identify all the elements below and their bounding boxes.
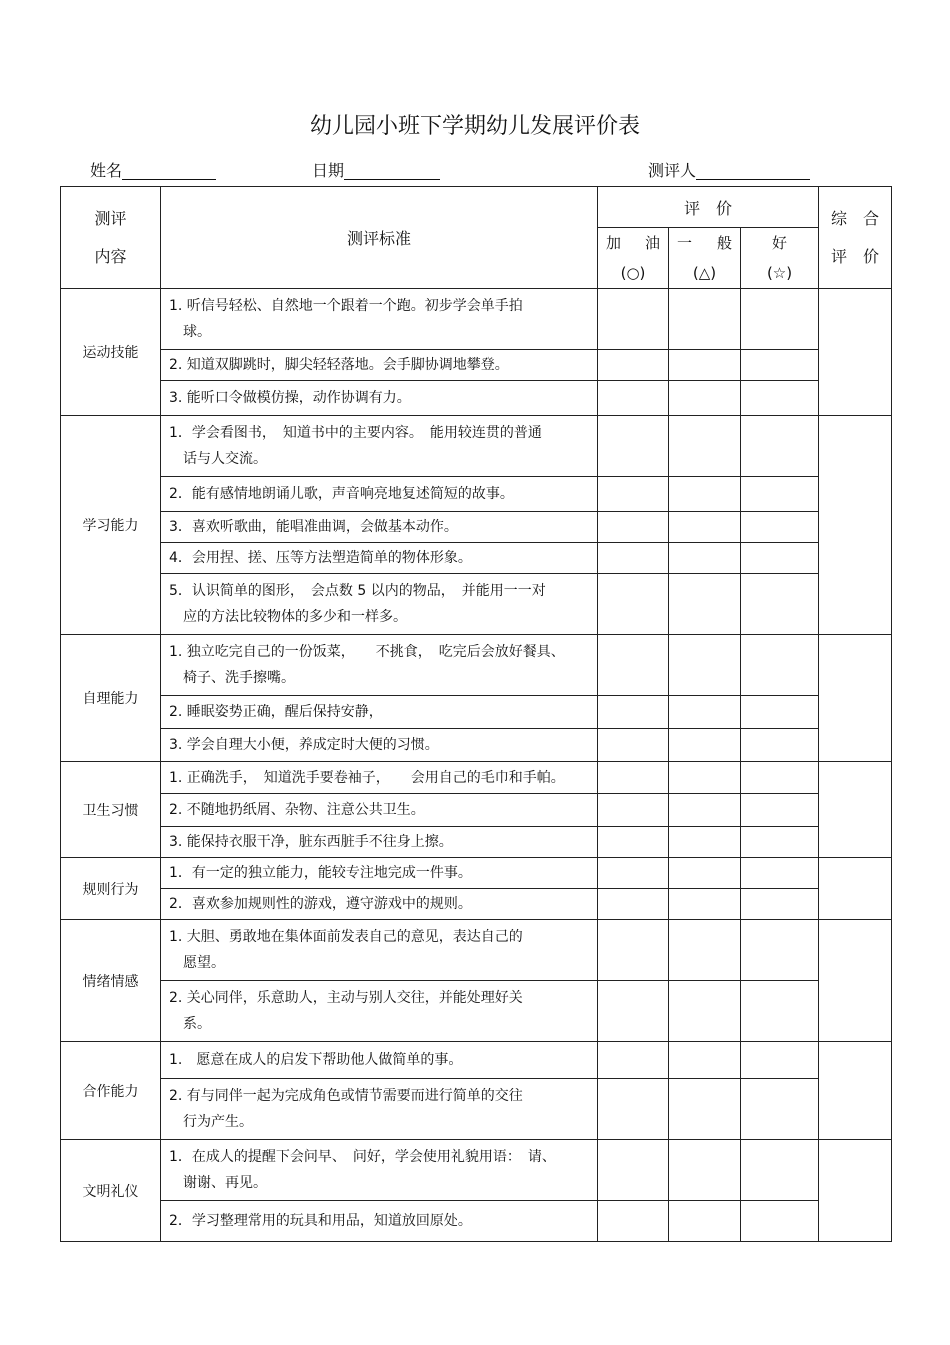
rating-yiban-cell[interactable] bbox=[669, 381, 741, 416]
rating-jiayou-cell[interactable] bbox=[598, 635, 669, 696]
criteria-row bbox=[61, 1201, 892, 1242]
criteria-line: 4．会用捏、搓、压等方法塑造简单的物体形象。 bbox=[169, 550, 472, 566]
criteria-line: 2. 不随地扔纸屑、杂物、注意公共卫生。 bbox=[169, 802, 425, 818]
date-field-group bbox=[312, 159, 440, 183]
rating-hao-cell[interactable] bbox=[741, 762, 819, 794]
rating-yiban-cell[interactable] bbox=[669, 477, 741, 512]
rating-jiayou-cell[interactable] bbox=[598, 543, 669, 574]
criteria-row bbox=[61, 981, 892, 1042]
rating-jiayou-cell[interactable] bbox=[598, 1042, 669, 1079]
header-row-1 bbox=[61, 187, 892, 228]
rating-jiayou-cell[interactable] bbox=[598, 794, 669, 827]
rating-yiban-cell[interactable] bbox=[669, 635, 741, 696]
rating-yiban-cell[interactable] bbox=[669, 512, 741, 543]
rating-yiban-cell[interactable] bbox=[669, 416, 741, 477]
criteria-text bbox=[161, 762, 598, 794]
category-label: 学习能力 bbox=[61, 416, 161, 635]
criteria-text bbox=[161, 477, 598, 512]
rating-yiban-cell[interactable] bbox=[669, 981, 741, 1042]
rating-yiban-cell[interactable] bbox=[669, 729, 741, 762]
criteria-line: 2. 知道双脚跳时，脚尖轻轻落地。会手脚协调地攀登。 bbox=[169, 357, 509, 373]
criteria-row bbox=[61, 416, 892, 477]
rating-hao-cell[interactable] bbox=[741, 729, 819, 762]
header-rating-group: 评 价 bbox=[598, 187, 819, 228]
category-label: 情绪情感 bbox=[61, 920, 161, 1042]
header-overall-cell bbox=[819, 187, 892, 289]
rating-jiayou-cell[interactable] bbox=[598, 381, 669, 416]
criteria-row bbox=[61, 1079, 892, 1140]
rating-hao-cell[interactable] bbox=[741, 1140, 819, 1201]
rating-jiayou-cell[interactable] bbox=[598, 350, 669, 381]
criteria-row bbox=[61, 350, 892, 381]
name-field-group bbox=[90, 159, 216, 183]
criteria-text bbox=[161, 1079, 598, 1140]
criteria-line: 2. 睡眠姿势正确，醒后保持安静， bbox=[169, 704, 383, 720]
criteria-text bbox=[161, 827, 598, 858]
rating-yiban-cell[interactable] bbox=[669, 1079, 741, 1140]
header-overall-line1: 综 合 bbox=[831, 208, 880, 228]
rating-yiban-cell[interactable] bbox=[669, 696, 741, 729]
rating-hao-cell[interactable] bbox=[741, 477, 819, 512]
criteria-text bbox=[161, 981, 598, 1042]
rating-hao-cell[interactable] bbox=[741, 1042, 819, 1079]
date-label: 日期 bbox=[312, 161, 345, 180]
criteria-line: 1. 听信号轻松、自然地一个跟着一个跑。初步学会单手拍 bbox=[169, 298, 523, 314]
criteria-row bbox=[61, 477, 892, 512]
date-blank[interactable] bbox=[344, 159, 440, 180]
criteria-line: 1. 正确洗手， 知道洗手要卷袖子， 会用自己的毛巾和手帕。 bbox=[169, 769, 565, 786]
evaluator-label: 测评人 bbox=[648, 161, 697, 180]
criteria-text bbox=[161, 289, 598, 350]
criteria-row bbox=[61, 729, 892, 762]
rating-hao-cell[interactable] bbox=[741, 1201, 819, 1242]
criteria-line: 2．能有感情地朗诵儿歌，声音响亮地复述简短的故事。 bbox=[169, 486, 514, 502]
rating-yiban-cell[interactable] bbox=[669, 762, 741, 794]
rating-hao-cell[interactable] bbox=[741, 858, 819, 889]
criteria-text bbox=[161, 1042, 598, 1079]
rating-jiayou-cell[interactable] bbox=[598, 416, 669, 477]
criteria-line: 5．认识简单的图形， 会点数 5 以内的物品， 并能用一一对 bbox=[169, 583, 546, 599]
criteria-row bbox=[61, 381, 892, 416]
criteria-line: 行为产生。 bbox=[169, 1114, 253, 1130]
rating-jiayou-cell[interactable] bbox=[598, 289, 669, 350]
criteria-text bbox=[161, 1140, 598, 1201]
rating-yiban-cell[interactable] bbox=[669, 889, 741, 920]
criteria-row bbox=[61, 1140, 892, 1201]
overall-rating-cell[interactable] bbox=[819, 635, 892, 762]
rating-jiayou-cell[interactable] bbox=[598, 762, 669, 794]
rating-yiban-cell[interactable] bbox=[669, 1042, 741, 1079]
triangle-symbol: (△) bbox=[692, 264, 717, 282]
header-standard-cell: 测评标准 bbox=[161, 187, 598, 289]
header-content-cell bbox=[61, 187, 161, 289]
criteria-line: 3. 学会自理大小便，养成定时大便的习惯。 bbox=[169, 737, 439, 753]
rating-hao-char: 好 bbox=[772, 234, 788, 252]
criteria-row bbox=[61, 889, 892, 920]
criteria-line: 1. 愿意在成人的启发下帮助他人做简单的事。 bbox=[169, 1052, 463, 1068]
criteria-text bbox=[161, 920, 598, 981]
header-content-line1: 测评 bbox=[94, 208, 127, 228]
star-symbol: (☆) bbox=[766, 264, 793, 282]
category-label: 规则行为 bbox=[61, 858, 161, 920]
rating-jiayou-cell[interactable] bbox=[598, 729, 669, 762]
rating-hao-cell[interactable] bbox=[741, 981, 819, 1042]
category-label: 合作能力 bbox=[61, 1042, 161, 1140]
criteria-line: 2. 关心同伴，乐意助人，主动与别人交往，并能处理好关 bbox=[169, 990, 523, 1006]
criteria-line: 3．喜欢听歌曲，能唱准曲调，会做基本动作。 bbox=[169, 519, 458, 535]
rating-yiban-cell[interactable] bbox=[669, 920, 741, 981]
overall-rating-cell[interactable] bbox=[819, 416, 892, 635]
name-label: 姓名 bbox=[90, 161, 123, 180]
rating-yiban-cell[interactable] bbox=[669, 289, 741, 350]
rating-yiban-cell[interactable] bbox=[669, 543, 741, 574]
criteria-row bbox=[61, 289, 892, 350]
rating-yiban-char1: 一 bbox=[677, 234, 693, 252]
criteria-line: 愿望。 bbox=[169, 955, 225, 971]
overall-rating-cell[interactable] bbox=[819, 1140, 892, 1242]
criteria-line: 话与人交流。 bbox=[169, 451, 267, 467]
criteria-row bbox=[61, 574, 892, 635]
rating-hao-cell[interactable] bbox=[741, 574, 819, 635]
criteria-line: 应的方法比较物体的多少和一样多。 bbox=[169, 609, 407, 625]
rating-yiban-cell[interactable] bbox=[669, 858, 741, 889]
rating-yiban-cell[interactable] bbox=[669, 1140, 741, 1201]
criteria-line: 1. 大胆、勇敢地在集体面前发表自己的意见，表达自己的 bbox=[169, 929, 523, 945]
rating-yiban-cell[interactable] bbox=[669, 794, 741, 827]
criteria-row bbox=[61, 543, 892, 574]
criteria-row bbox=[61, 794, 892, 827]
rating-jiayou-cell[interactable] bbox=[598, 1079, 669, 1140]
rating-hao-cell[interactable] bbox=[741, 289, 819, 350]
criteria-text bbox=[161, 381, 598, 416]
criteria-line: 1．在成人的提醒下会问早、 问好，学会使用礼貌用语： 请、 bbox=[169, 1149, 556, 1165]
header-content-line2: 内容 bbox=[94, 246, 127, 266]
rating-yiban-cell[interactable] bbox=[669, 827, 741, 858]
criteria-line: 系。 bbox=[169, 1016, 211, 1032]
criteria-text bbox=[161, 512, 598, 543]
header-overall-line2: 评 价 bbox=[831, 246, 880, 266]
criteria-line: 1．学会看图书， 知道书中的主要内容。 能用较连贯的普通 bbox=[169, 425, 542, 441]
criteria-line: 3. 能听口令做模仿操，动作协调有力。 bbox=[169, 390, 411, 406]
rating-jiayou-cell[interactable] bbox=[598, 574, 669, 635]
criteria-row bbox=[61, 920, 892, 981]
rating-yiban-cell[interactable] bbox=[669, 574, 741, 635]
criteria-text bbox=[161, 635, 598, 696]
category-label: 卫生习惯 bbox=[61, 762, 161, 858]
overall-rating-cell[interactable] bbox=[819, 762, 892, 858]
rating-hao-cell[interactable] bbox=[741, 543, 819, 574]
header-rating-jiayou bbox=[598, 228, 669, 289]
category-label: 运动技能 bbox=[61, 289, 161, 416]
overall-rating-cell[interactable] bbox=[819, 1042, 892, 1140]
category-label: 文明礼仪 bbox=[61, 1140, 161, 1242]
rating-jiayou-cell[interactable] bbox=[598, 1201, 669, 1242]
criteria-line: 3. 能保持衣服干净，脏东西脏手不往身上擦。 bbox=[169, 834, 453, 850]
rating-hao-cell[interactable] bbox=[741, 889, 819, 920]
rating-yiban-char2: 般 bbox=[716, 234, 732, 252]
criteria-line: 谢谢、再见。 bbox=[169, 1175, 267, 1191]
criteria-text bbox=[161, 350, 598, 381]
criteria-row bbox=[61, 1042, 892, 1079]
criteria-row bbox=[61, 512, 892, 543]
criteria-line: 1．有一定的独立能力，能较专注地完成一件事。 bbox=[169, 865, 472, 881]
rating-jiayou-cell[interactable] bbox=[598, 1140, 669, 1201]
criteria-text bbox=[161, 574, 598, 635]
header-rating-yiban bbox=[669, 228, 741, 289]
page-title: 幼儿园小班下学期幼儿发展评价表 bbox=[309, 114, 640, 139]
criteria-text bbox=[161, 543, 598, 574]
criteria-text bbox=[161, 794, 598, 827]
rating-jiayou-char2: 油 bbox=[644, 234, 660, 252]
rating-hao-cell[interactable] bbox=[741, 350, 819, 381]
rating-jiayou-cell[interactable] bbox=[598, 858, 669, 889]
criteria-row bbox=[61, 635, 892, 696]
rating-yiban-cell[interactable] bbox=[669, 350, 741, 381]
rating-hao-cell[interactable] bbox=[741, 635, 819, 696]
rating-hao-cell[interactable] bbox=[741, 416, 819, 477]
criteria-row bbox=[61, 762, 892, 794]
rating-hao-cell[interactable] bbox=[741, 696, 819, 729]
criteria-row bbox=[61, 696, 892, 729]
overall-rating-cell[interactable] bbox=[819, 858, 892, 920]
criteria-row bbox=[61, 858, 892, 889]
rating-jiayou-cell[interactable] bbox=[598, 696, 669, 729]
criteria-line: 2．学习整理常用的玩具和用品，知道放回原处。 bbox=[169, 1213, 472, 1229]
rating-hao-cell[interactable] bbox=[741, 920, 819, 981]
circle-symbol: (○) bbox=[620, 264, 646, 282]
evaluator-field-group bbox=[648, 159, 810, 183]
rating-hao-cell[interactable] bbox=[741, 827, 819, 858]
criteria-text bbox=[161, 889, 598, 920]
evaluation-table bbox=[60, 186, 892, 1242]
rating-hao-cell[interactable] bbox=[741, 794, 819, 827]
rating-jiayou-cell[interactable] bbox=[598, 827, 669, 858]
rating-jiayou-cell[interactable] bbox=[598, 889, 669, 920]
criteria-line: 1. 独立吃完自己的一份饭菜， 不挑食， 吃完后会放好餐具、 bbox=[169, 644, 565, 660]
evaluator-blank[interactable] bbox=[696, 159, 810, 180]
criteria-text bbox=[161, 416, 598, 477]
name-blank[interactable] bbox=[122, 159, 216, 180]
criteria-text bbox=[161, 858, 598, 889]
rating-hao-cell[interactable] bbox=[741, 1079, 819, 1140]
rating-yiban-cell[interactable] bbox=[669, 1201, 741, 1242]
rating-jiayou-cell[interactable] bbox=[598, 477, 669, 512]
rating-jiayou-cell[interactable] bbox=[598, 512, 669, 543]
criteria-text bbox=[161, 696, 598, 729]
criteria-line: 2. 有与同伴一起为完成角色或情节需要而进行简单的交往 bbox=[169, 1088, 523, 1104]
criteria-line: 球。 bbox=[169, 324, 211, 340]
rating-hao-cell[interactable] bbox=[741, 512, 819, 543]
rating-hao-cell[interactable] bbox=[741, 381, 819, 416]
rating-jiayou-char1: 加 bbox=[606, 234, 622, 252]
overall-rating-cell[interactable] bbox=[819, 289, 892, 416]
header-rating-hao bbox=[741, 228, 819, 289]
criteria-text bbox=[161, 729, 598, 762]
criteria-text bbox=[161, 1201, 598, 1242]
criteria-line: 椅子、洗手擦嘴。 bbox=[169, 670, 295, 686]
overall-rating-cell[interactable] bbox=[819, 920, 892, 1042]
criteria-line: 2．喜欢参加规则性的游戏，遵守游戏中的规则。 bbox=[169, 896, 472, 912]
category-label: 自理能力 bbox=[61, 635, 161, 762]
rating-jiayou-cell[interactable] bbox=[598, 981, 669, 1042]
rating-jiayou-cell[interactable] bbox=[598, 920, 669, 981]
criteria-row bbox=[61, 827, 892, 858]
